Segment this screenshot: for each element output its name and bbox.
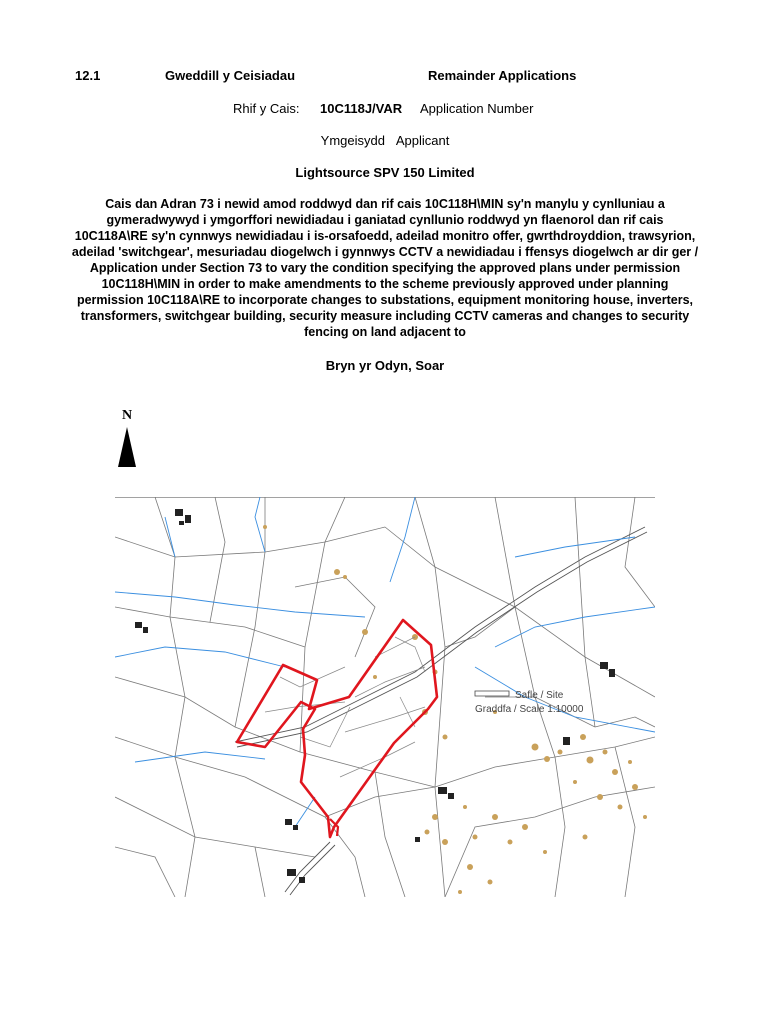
- application-description: Cais dan Adran 73 i newid amod roddwyd dan rif cais 10C118H\MIN sy'n manylu y cynlluniau a gymeradwywyd i ymgorffori newidiadau i ganiatad cynllunio roddwyd yn flaenorol dan rif cais 10C118A\RE sy'n cynnwys newidiadau i is-orsafoedd, adeilad monitro offer, gwrthdroyddion, trawsyrion, adeilad 'switchgear', mesuriadau diogelwch i gynnwys CCTV a newidiadau i ffensys diogelwch ar dir ger / Application under Section 73 to vary the condition specifying the approved plans under permission 10C118H\MIN in order to make amendments to the scheme previously approved under planning permission 10C118A\RE to incorporate changes to substations, equipment monitoring house, inverters, transformers, switchgear building, security measure including CCTV cameras and changes to security fencing on land adjacent to: [71, 197, 699, 339]
- field-boundaries: [115, 497, 655, 897]
- north-arrow-icon: [110, 405, 144, 471]
- section-title-welsh: Gweddill y Ceisiadau: [165, 68, 296, 83]
- application-number-label-english: Application Number: [420, 101, 534, 116]
- site-legend-swatch: [475, 691, 509, 696]
- application-number-label-welsh: Rhif y Cais:: [233, 101, 300, 116]
- applicant-label-row: [0, 133, 770, 148]
- map-scale-line1: Safle / Site: [515, 690, 564, 701]
- road: [235, 527, 647, 895]
- site-boundary: [237, 620, 437, 837]
- site-name: Bryn yr Odyn, Soar: [325, 358, 445, 373]
- application-number: 10C118J/VAR: [320, 101, 403, 116]
- applicant-label-english: Applicant: [395, 133, 450, 148]
- water-courses: [115, 497, 655, 827]
- north-label: N: [121, 408, 133, 423]
- section-title-english: Remainder Applications: [428, 68, 577, 83]
- map-scale-line2: Graddfa / Scale 1:10000: [475, 704, 584, 715]
- site-location-map: [115, 497, 655, 897]
- item-number: 12.1: [75, 68, 101, 83]
- rocky-ground: [263, 525, 647, 894]
- applicant-name: Lightsource SPV 150 Limited: [295, 165, 475, 180]
- applicant-label-welsh: Ymgeisydd: [320, 133, 385, 148]
